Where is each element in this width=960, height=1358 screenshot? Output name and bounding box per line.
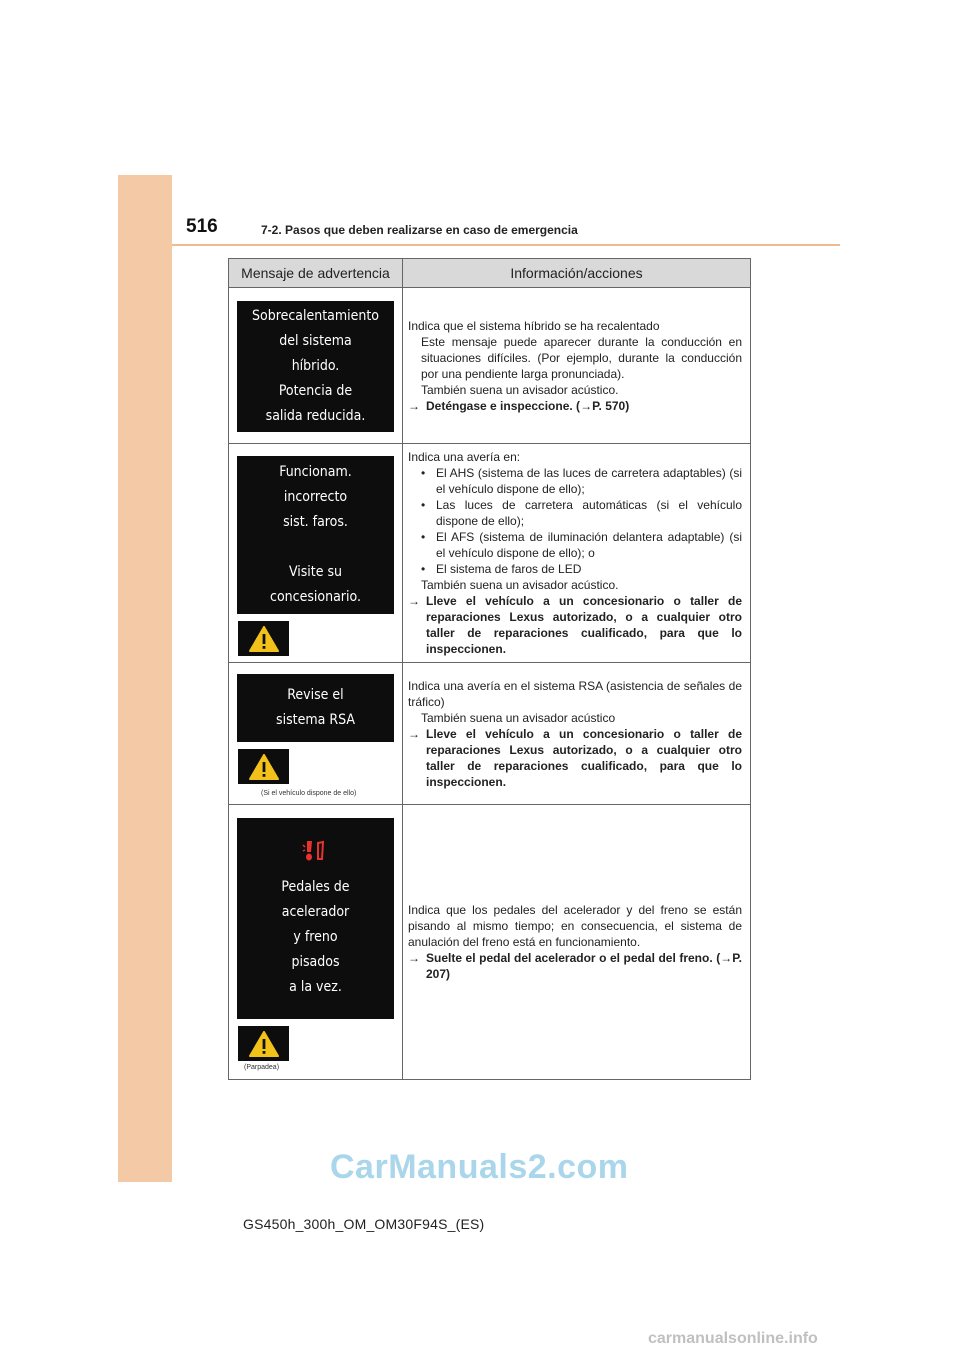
action-text: Lleve el vehículo a un concesionario o taller de reparaciones Lexus autorizado, o a cualquier otro taller de reparaciones cualificado, para que lo inspeccionen. [426,594,742,656]
availability-note: (Si el vehículo dispone de ello) [261,790,357,797]
info-cell [403,805,751,1080]
table-row [229,288,751,444]
warning-messages-table [228,258,751,1080]
display-line: concesionario. [270,589,361,605]
list-item: • El AHS (sistema de las luces de carretera adaptables) (si el vehículo dispone de ello); [408,465,742,497]
arrow-icon: → [720,951,733,965]
display-line: sist. faros. [283,514,348,530]
arrow-icon: → [408,594,420,608]
info-intro: Indica que los pedales del acelerador y del freno se están pisando al mismo tiempo; en consecuencia, el sistema de anulación del freno está en funcionamiento. [408,903,742,949]
info-detail: También suena un avisador acústico [421,710,616,725]
message-cell [229,288,403,444]
page-number: 516 [186,216,218,237]
header-rule [172,244,840,246]
display-message [237,674,394,742]
action-text: Deténgase e inspeccione. ( [426,398,581,413]
info-detail: Este mensaje puede aparecer durante la conducción en situaciones difíciles. (Por ejemplo, durante la conducción por una pendiente larga pronunciada). [421,334,742,381]
col-header-info: Información/acciones [403,259,751,288]
action-text: Suelte el pedal del acelerador o el pedal del freno. ( [426,951,721,965]
warning-triangle-icon [238,749,289,784]
message-cell [229,805,403,1080]
table-header-row [229,259,751,288]
list-item: • El sistema de faros de LED [408,561,742,577]
list-item: • Las luces de carretera automáticas (si el vehículo dispone de ello); [408,497,742,529]
info-intro: Indica una avería en el sistema RSA (asistencia de señales de tráfico) [408,678,742,709]
display-line: Revise el [287,687,344,703]
message-cell [229,663,403,805]
table-row [229,805,751,1080]
info-intro: Indica una avería en: [408,450,521,464]
display-line: y freno [293,929,338,945]
side-color-strip [118,175,172,1182]
display-line: salida reducida. [265,408,366,424]
arrow-icon: → [408,951,420,965]
fault-list [408,465,742,577]
display-line: a la vez. [289,979,342,995]
warning-triangle-icon [238,621,289,656]
info-cell [403,444,751,663]
info-detail: También suena un avisador acústico. [421,382,619,397]
list-item: • El AFS (sistema de iluminación delantera adaptable) (si el vehículo dispone de ello); o [408,529,742,561]
arrow-icon: → [408,398,420,413]
watermark-carmanuals2: CarManuals2.com [330,1148,629,1186]
table-row [229,444,751,663]
info-cell [403,288,751,444]
action-instruction [408,726,742,790]
document-code: GS450h_300h_OM_OM30F94S_(ES) [243,1216,485,1232]
info-intro: Indica que el sistema híbrido se ha recalentado [408,318,660,333]
action-instruction [408,593,742,657]
display-line: sistema RSA [276,712,355,728]
arrow-icon: → [580,398,593,413]
info-cell [403,663,751,805]
display-line: Funcionam. [279,464,352,480]
action-instruction [408,950,742,982]
table-row [229,663,751,805]
col-header-message: Mensaje de advertencia [229,259,403,288]
page-reference: P. 570) [592,398,630,413]
section-title: 7-2. Pasos que deben realizarse en caso de emergencia [261,223,578,237]
display-message [237,456,394,614]
display-line: incorrecto [283,489,348,505]
watermark-carmanualsonline: carmanualsonline.info [648,1330,818,1347]
display-line: Potencia de [278,383,353,399]
action-instruction [408,398,742,414]
display-line: del sistema [279,333,352,349]
display-line: híbrido. [291,358,340,374]
display-line: Sobrecalentamiento [252,308,379,324]
message-cell [229,444,403,663]
display-message [237,301,394,432]
display-message [237,818,394,1019]
display-line: acelerador [281,904,350,920]
info-detail: También suena un avisador acústico. [421,578,619,592]
blinking-note: (Parpadea) [244,1064,280,1071]
page-reference: P. 207) [426,951,742,981]
warning-triangle-icon [238,1026,289,1061]
action-text: Lleve el vehículo a un concesionario o taller de reparaciones Lexus autorizado, o a cualquier otro taller de reparaciones cualificado, para que lo inspeccionen. [426,726,742,789]
display-line: Visite su [288,564,343,580]
display-line: pisados [291,954,340,970]
display-line: Pedales de [281,879,350,895]
arrow-icon: → [408,726,420,741]
pedals-warning-icon [237,837,394,867]
